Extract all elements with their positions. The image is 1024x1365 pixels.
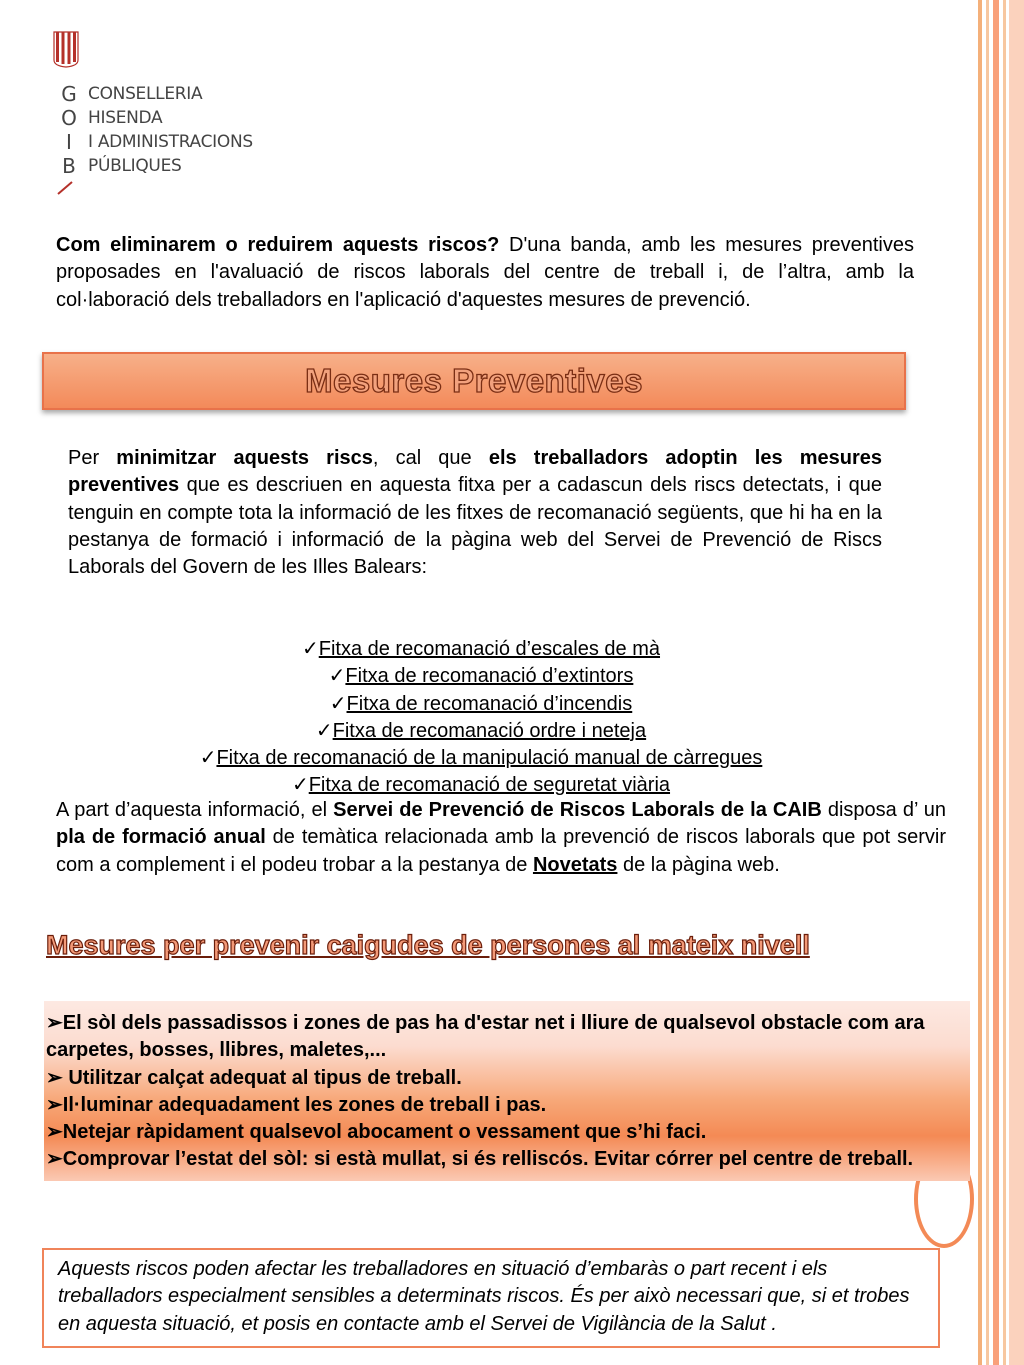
list-item: [46, 1146, 960, 1173]
training-text: disposa d’ un: [821, 799, 946, 821]
arrow-bullet-icon: ➢: [46, 1012, 63, 1034]
arrow-bullet-icon: ➢: [46, 1066, 63, 1089]
body-emphasis: minimitzar aquests riscs: [116, 447, 373, 469]
measure-text: Comprovar l’estat del sòl: si està mullat, si és relliscós. Evitar córrer pel centre de treball.: [62, 1148, 914, 1171]
link-item[interactable]: [56, 691, 906, 718]
training-emphasis: pla de formació anual: [56, 826, 266, 849]
link-item[interactable]: [56, 772, 906, 799]
check-icon: ✓: [199, 747, 217, 770]
training-text: de la pàgina web.: [617, 853, 780, 876]
measures-list: [46, 1010, 960, 1174]
logo-line: HISENDA: [88, 108, 163, 128]
list-item: [46, 1010, 960, 1065]
decor-stripe: [993, 0, 999, 1365]
measure-text: Il·luminar adequadament les zones de treball i pas.: [62, 1093, 547, 1116]
list-item: [46, 1092, 960, 1119]
check-icon: ✓: [315, 719, 333, 742]
body-emphasis: els treballadors adoptin les mesures preventives: [68, 447, 882, 497]
decor-stripe: [986, 0, 989, 1365]
check-icon: ✓: [291, 774, 309, 797]
banner-title: Mesures Preventives: [305, 362, 643, 399]
logo-line: PÚBLIQUES: [88, 156, 182, 176]
intro-question: Com eliminarem o reduirem aquests riscos?: [56, 234, 500, 256]
link-label[interactable]: Fitxa de recomanació de la manipulació manual de càrregues: [216, 747, 763, 770]
link-label[interactable]: Fitxa de recomanació ordre i neteja: [332, 719, 647, 742]
link-label[interactable]: Fitxa de recomanació d’incendis: [346, 692, 633, 715]
link-label[interactable]: Fitxa de recomanació d’extintors: [345, 665, 634, 688]
logo-line: I ADMINISTRACIONS: [88, 132, 253, 152]
body-paragraph: [68, 445, 882, 581]
logo-letter: B: [62, 154, 76, 178]
training-text: de temàtica relacionada amb la prevenció de riscos laborals que pot servir com a complement i el podeu trobar a la pestanya de: [56, 826, 946, 876]
measure-text: Utilitzar calçat adequat al tipus de treball.: [62, 1066, 462, 1089]
training-text: A part d’aquesta informació, el: [56, 799, 334, 821]
measure-text: Netejar ràpidament qualsevol abocament o vessament que s’hi faci.: [62, 1121, 707, 1144]
link-label[interactable]: Fitxa de recomanació d’escales de mà: [318, 638, 661, 660]
recommendation-links: [56, 636, 906, 800]
decor-stripe: [978, 0, 982, 1365]
arrow-bullet-icon: ➢: [46, 1121, 63, 1144]
logo-letters: [56, 82, 82, 178]
link-item[interactable]: [56, 718, 906, 745]
measure-text: El sòl dels passadissos i zones de pas ha d'estar net i lliure de qualsevol obstacle com ara carpetes, bosses, llibres, maletes,...: [46, 1012, 925, 1062]
link-item[interactable]: [56, 663, 906, 690]
logo-letter: O: [61, 106, 77, 130]
arrow-bullet-icon: ➢: [46, 1093, 63, 1116]
logo-line: CONSELLERIA: [88, 84, 203, 104]
logo-letter: I: [66, 130, 72, 154]
link-label[interactable]: Fitxa de recomanació de seguretat viària: [308, 774, 671, 797]
body-text: que es descriuen en aquesta fitxa per a cadascun dels riscs detectats, i que tenguin en compte tota la informació de les fitxes de recomanació següents, que hi ha en la pestanya de formació i informació de la pàgina web del Servei de Prevenció de Riscs Laborals del Govern de les Illes Balears:: [68, 474, 882, 579]
list-item: [46, 1065, 960, 1092]
notice-text: Aquests riscos poden afectar les treballadores en situació d’embaràs o part recent i els treballadors especialment sensibles a determinats riscos. És per això necessari que, si et trobes en aquesta situació, et posis en contacte amb el Servei de Vigilància de la Salut .: [58, 1258, 910, 1335]
check-icon: ✓: [301, 638, 319, 660]
link-item[interactable]: [56, 745, 906, 772]
novetats-link[interactable]: Novetats: [532, 853, 618, 876]
arrow-bullet-icon: ➢: [46, 1148, 63, 1171]
logo-letter: G: [61, 82, 77, 106]
check-icon: ✓: [329, 692, 347, 715]
check-icon: ✓: [328, 665, 346, 688]
body-text: Per: [68, 447, 117, 469]
goib-emblem-icon: [52, 28, 80, 73]
section-banner: [42, 352, 906, 410]
training-emphasis: Servei de Prevenció de Riscos Laborals de la CAIB: [333, 799, 822, 821]
logo-department: [88, 82, 253, 178]
logo-slash-icon: [56, 180, 76, 201]
list-item: [46, 1119, 960, 1146]
body-text: , cal que: [372, 447, 489, 469]
decor-stripe: [1003, 0, 1006, 1365]
link-item[interactable]: [56, 636, 906, 663]
intro-answer: D'una banda, amb les mesures preventives proposades en l'avaluació de riscos laborals del centre de treball i, de l’altra, amb la col·laboració dels treballadors en l'aplicació d'aquestes mesures de prevenció.: [56, 234, 914, 311]
intro-paragraph: [56, 232, 914, 314]
section-title: Mesures per prevenir caigudes de persones al mateix nivell: [46, 930, 810, 960]
training-paragraph: [56, 797, 946, 879]
decor-stripe: [1009, 0, 1024, 1365]
